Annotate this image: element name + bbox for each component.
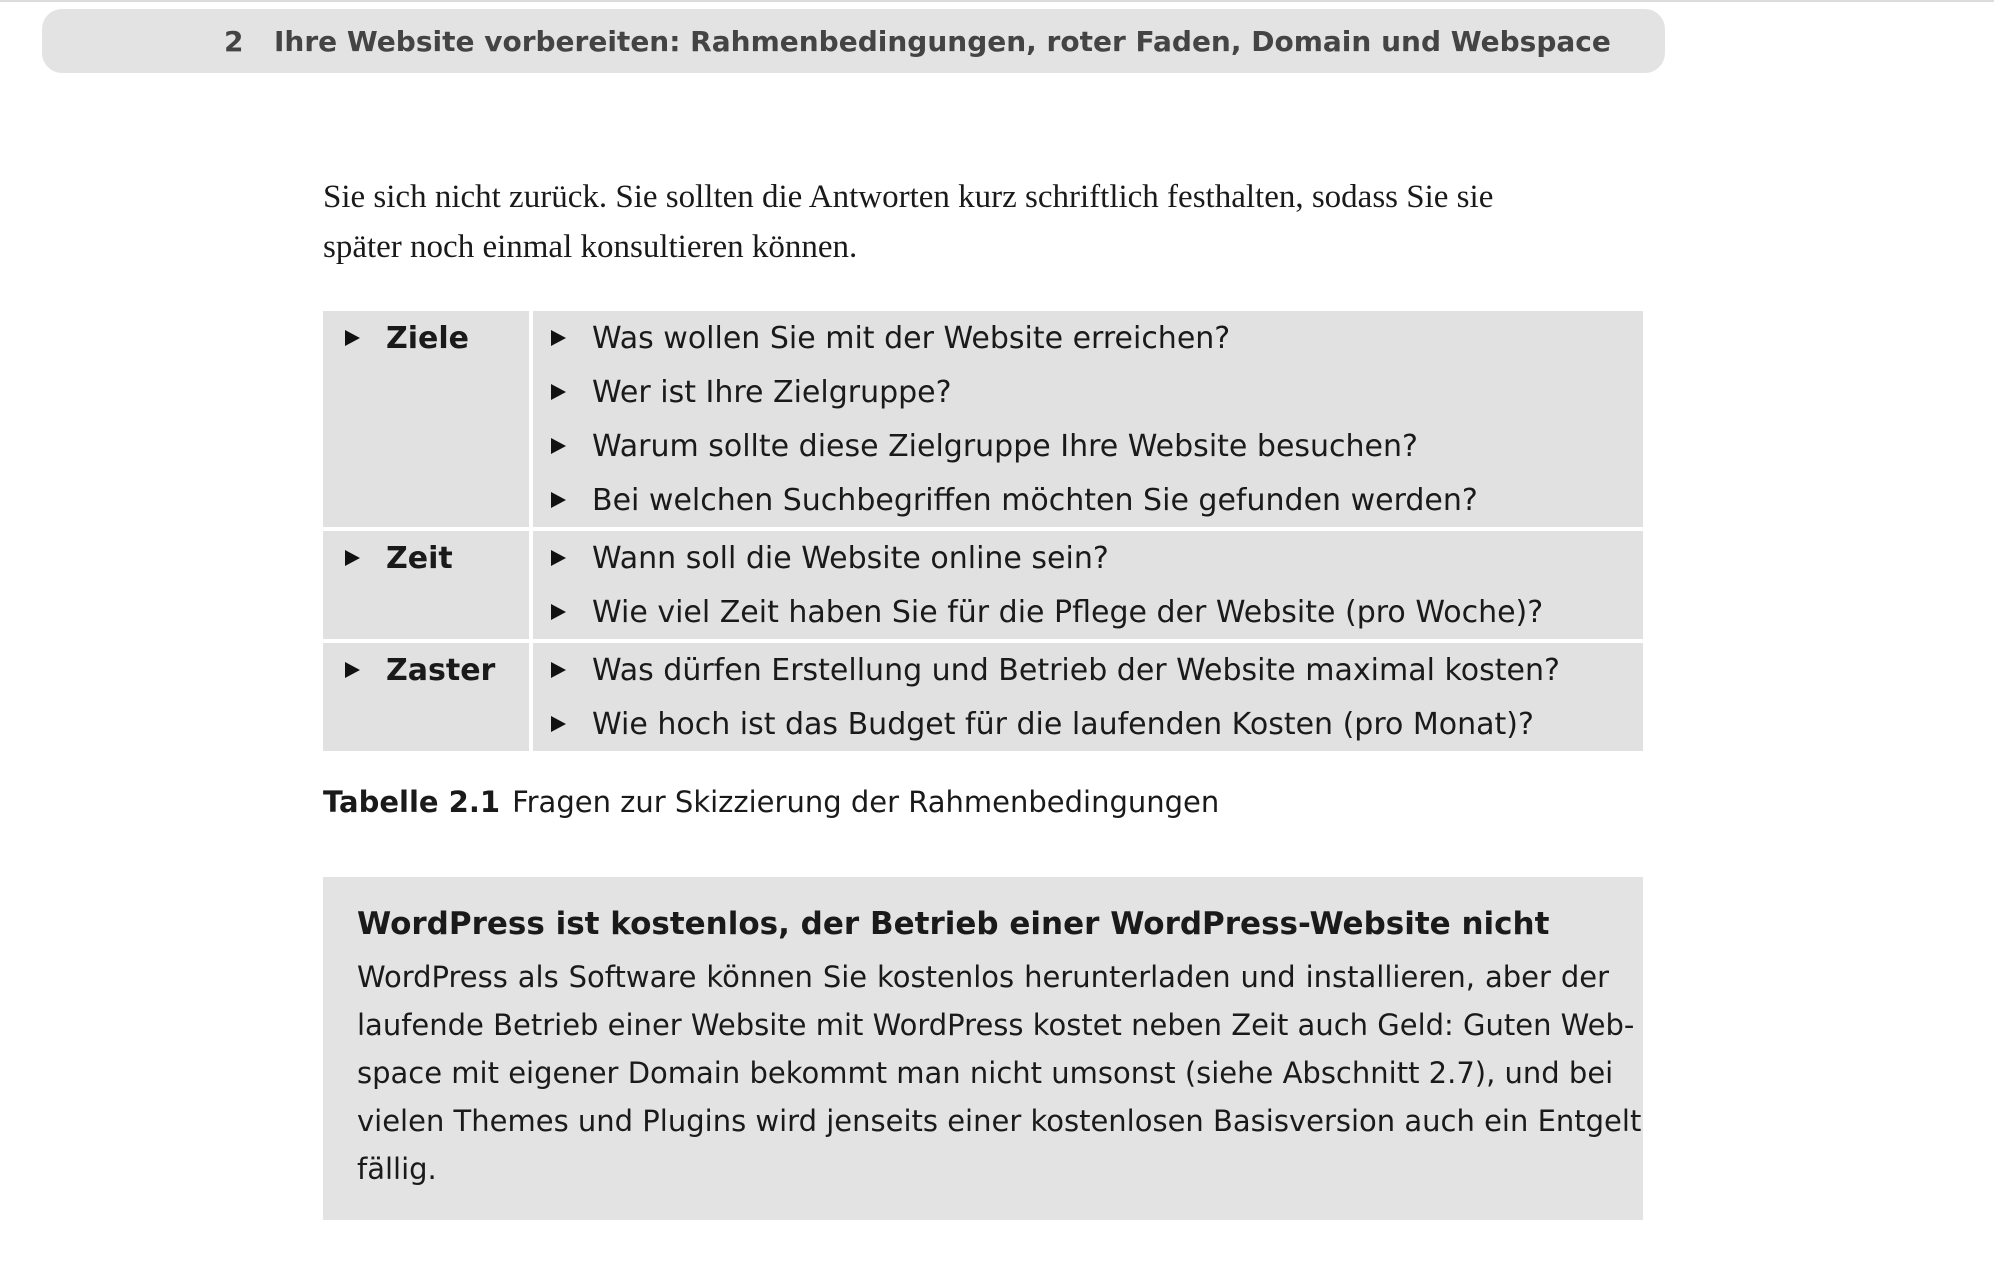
question-text: Bei welchen Suchbegriffen möchten Sie gefunden werden? bbox=[592, 482, 1478, 518]
bullet-triangle-icon bbox=[345, 330, 360, 346]
table-caption bbox=[323, 782, 1219, 822]
question-list bbox=[533, 652, 1643, 742]
info-box-title: WordPress ist kostenlos, der Betrieb einer WordPress-Website nicht bbox=[357, 906, 1550, 942]
body-paragraph bbox=[323, 172, 1653, 272]
bullet-triangle-icon bbox=[551, 662, 566, 678]
bullet-triangle-icon bbox=[345, 662, 360, 678]
question-text: Was wollen Sie mit der Website erreichen? bbox=[592, 320, 1231, 356]
running-header bbox=[42, 9, 1665, 73]
bullet-triangle-icon bbox=[551, 384, 566, 400]
question-text: Wie viel Zeit haben Sie für die Pflege der Website (pro Woche)? bbox=[592, 594, 1544, 630]
question-list bbox=[533, 320, 1643, 518]
body-line-2: später noch einmal konsultieren können. bbox=[323, 229, 858, 265]
category-cell bbox=[323, 311, 531, 529]
caption-text: Fragen zur Skizzierung der Rahmenbedingungen bbox=[512, 785, 1220, 819]
category-label-zeit: Zeit bbox=[386, 540, 453, 576]
list-item bbox=[533, 482, 1643, 518]
info-box-line: space mit eigener Domain bekommt man nicht umsonst (siehe Abschnitt 2.7), und bei bbox=[357, 1056, 1614, 1090]
list-item bbox=[533, 540, 1643, 576]
bullet-triangle-icon bbox=[551, 492, 566, 508]
chapter-title: Ihre Website vorbereiten: Rahmenbedingungen, roter Faden, Domain und Webspace bbox=[274, 24, 1611, 58]
caption-label: Tabelle 2.1 bbox=[323, 785, 501, 819]
questions-cell bbox=[531, 641, 1643, 751]
info-box bbox=[323, 877, 1643, 1220]
body-line-1: Sie sich nicht zurück. Sie sollten die Antworten kurz schriftlich festhalten, sodass Sie sie bbox=[323, 179, 1494, 215]
question-text: Was dürfen Erstellung und Betrieb der Website maximal kosten? bbox=[592, 652, 1560, 688]
info-box-text bbox=[357, 953, 1642, 1193]
question-text: Wann soll die Website online sein? bbox=[592, 540, 1109, 576]
top-rule bbox=[0, 0, 1994, 2]
info-box-line: laufende Betrieb einer Website mit WordPress kostet neben Zeit auch Geld: Guten Web- bbox=[357, 1008, 1635, 1042]
list-item bbox=[533, 706, 1643, 742]
list-item bbox=[533, 652, 1643, 688]
list-item bbox=[533, 374, 1643, 410]
list-item bbox=[533, 594, 1643, 630]
bullet-triangle-icon bbox=[551, 550, 566, 566]
bullet-triangle-icon bbox=[551, 604, 566, 620]
table-row bbox=[323, 641, 1643, 751]
category-cell bbox=[323, 641, 531, 751]
questions-cell bbox=[531, 529, 1643, 641]
list-item bbox=[533, 428, 1643, 464]
info-box-line: fällig. bbox=[357, 1152, 437, 1186]
question-text: Warum sollte diese Zielgruppe Ihre Website besuchen? bbox=[592, 428, 1418, 464]
questions-cell bbox=[531, 311, 1643, 529]
question-text: Wie hoch ist das Budget für die laufenden Kosten (pro Monat)? bbox=[592, 706, 1534, 742]
bullet-triangle-icon bbox=[551, 716, 566, 732]
category-cell bbox=[323, 529, 531, 641]
list-item bbox=[533, 320, 1643, 356]
bullet-triangle-icon bbox=[551, 438, 566, 454]
questions-table-wrapper bbox=[323, 311, 1643, 751]
category-label-zaster: Zaster bbox=[386, 652, 496, 688]
bullet-triangle-icon bbox=[551, 330, 566, 346]
chapter-number: 2 bbox=[224, 24, 244, 58]
info-box-line: vielen Themes und Plugins wird jenseits einer kostenlosen Basisversion auch ein Entgelt bbox=[357, 1104, 1642, 1138]
info-box-line: WordPress als Software können Sie kostenlos herunterladen und installieren, aber der bbox=[357, 960, 1609, 994]
question-list bbox=[533, 540, 1643, 630]
question-text: Wer ist Ihre Zielgruppe? bbox=[592, 374, 952, 410]
category-label-ziele: Ziele bbox=[386, 320, 470, 356]
bullet-triangle-icon bbox=[345, 550, 360, 566]
table-row bbox=[323, 529, 1643, 641]
questions-table bbox=[323, 311, 1643, 751]
table-row bbox=[323, 311, 1643, 529]
